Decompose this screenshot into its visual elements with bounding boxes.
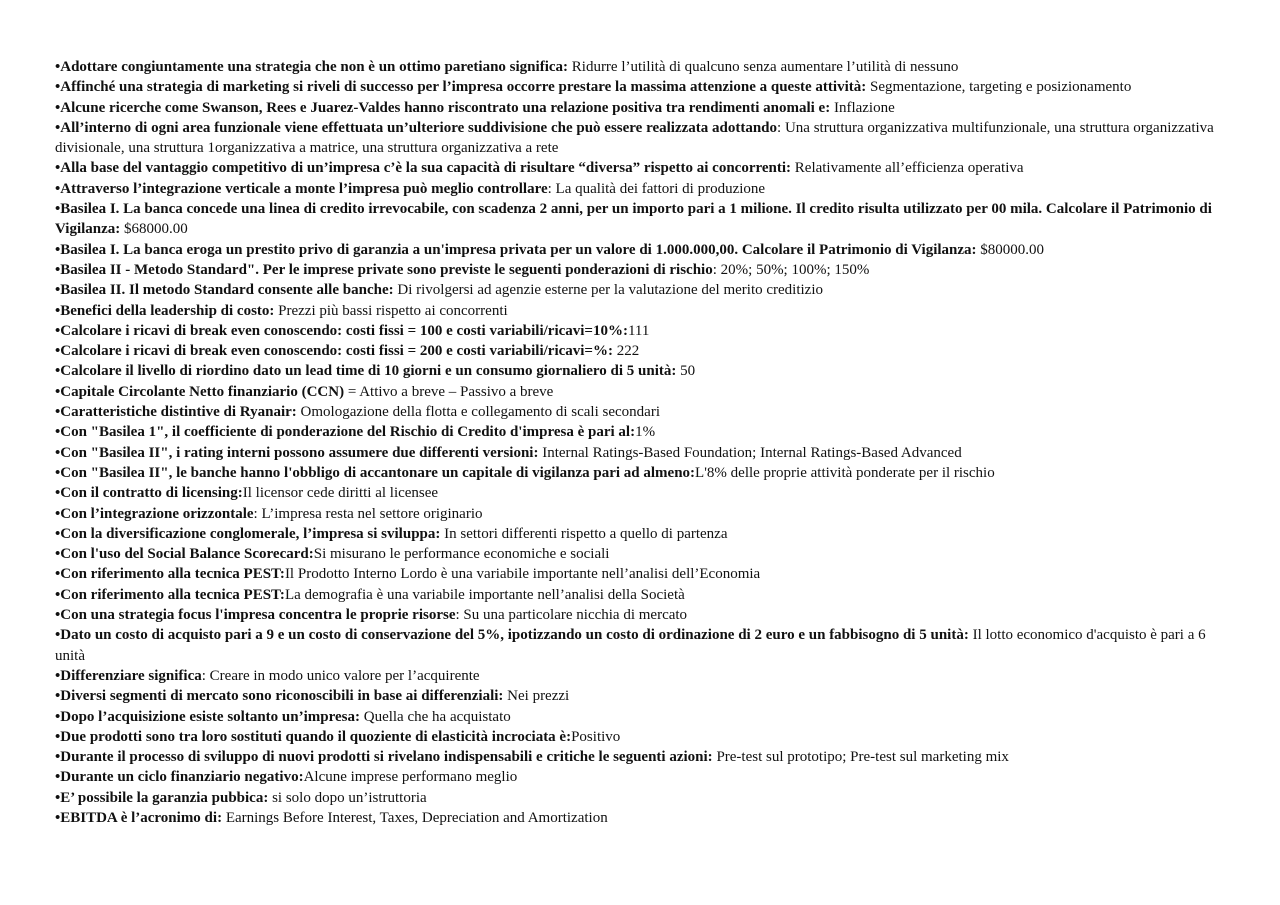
qa-entry bbox=[55, 544, 1215, 564]
question-text: •Con l’integrazione orizzontale bbox=[55, 505, 254, 522]
answer-text: : Creare in modo unico valore per l’acquirente bbox=[201, 667, 480, 684]
answer-text: Prezzi più bassi rispetto ai concorrenti bbox=[274, 302, 508, 319]
question-text: •Benefici della leadership di costo: bbox=[55, 302, 275, 319]
document-page bbox=[55, 57, 1215, 828]
answer-text: Il licensor cede diritti al licensee bbox=[242, 485, 439, 502]
qa-entry bbox=[55, 341, 1215, 361]
qa-entry bbox=[55, 524, 1215, 544]
qa-entry bbox=[55, 301, 1215, 321]
qa-entry bbox=[55, 77, 1215, 97]
question-text: •Basilea I. La banca eroga un prestito privo di garanzia a un'impresa privata per un valore di 1.000.000,00. Calcolare il Patrimonio di Vigilanza: bbox=[55, 241, 977, 258]
question-text: •Basilea I. La banca concede una linea di credito irrevocabile, con scadenza 2 anni, per un importo pari a 1 milione. Il credito risulta utilizzato per 00 mila. Calcolare il Patrimonio di Vigilanza: bbox=[55, 201, 1212, 238]
question-text: •Durante un ciclo finanziario negativo: bbox=[55, 769, 304, 786]
question-text: •Differenziare significa bbox=[55, 667, 202, 684]
question-text: •Con il contratto di licensing: bbox=[55, 485, 243, 502]
answer-text: Earnings Before Interest, Taxes, Depreciation and Amortization bbox=[222, 809, 608, 826]
qa-entry bbox=[55, 564, 1215, 584]
qa-entry bbox=[55, 98, 1215, 118]
question-text: •Con riferimento alla tecnica PEST: bbox=[55, 586, 285, 603]
question-text: •Con l'uso del Social Balance Scorecard: bbox=[55, 546, 314, 563]
answer-text: 50 bbox=[676, 363, 696, 380]
qa-entry bbox=[55, 504, 1215, 524]
question-text: •Con la diversificazione conglomerale, l’impresa si sviluppa: bbox=[55, 525, 441, 542]
question-text: •EBITDA è l’acronimo di: bbox=[55, 809, 223, 826]
question-text: •Basilea II - Metodo Standard". Per le imprese private sono previste le seguenti ponderazioni di rischio bbox=[55, 261, 713, 278]
qa-entry bbox=[55, 727, 1215, 747]
answer-text: : L’impresa resta nel settore originario bbox=[253, 505, 483, 522]
qa-entry bbox=[55, 443, 1215, 463]
answer-text: : Una struttura organizzativa multifunzionale, una struttura organizzativa divisionale, una struttura 1organizzativa a matrice, una struttura organizzativa a rete bbox=[55, 119, 1214, 157]
qa-entry bbox=[55, 199, 1215, 240]
question-text: •E’ possibile la garanzia pubbica: bbox=[55, 789, 269, 806]
answer-text: Inflazione bbox=[830, 99, 895, 116]
answer-text: Relativamente all’efficienza operativa bbox=[791, 160, 1024, 177]
qa-entry bbox=[55, 422, 1215, 442]
answer-text: In settori differenti rispetto a quello di partenza bbox=[440, 525, 728, 542]
qa-entry bbox=[55, 179, 1215, 199]
question-text: •Alcune ricerche come Swanson, Rees e Juarez-Valdes hanno riscontrato una relazione positiva tra rendimenti anomali e: bbox=[55, 99, 831, 116]
answer-text: si solo dopo un’istruttoria bbox=[268, 789, 427, 806]
answer-text: 111 bbox=[627, 322, 650, 339]
question-text: •Attraverso l’integrazione verticale a monte l’impresa può meglio controllare bbox=[55, 180, 548, 197]
answer-text: Nei prezzi bbox=[503, 688, 570, 705]
question-text: •Con una strategia focus l'impresa concentra le proprie risorse bbox=[55, 607, 456, 624]
qa-entry bbox=[55, 321, 1215, 341]
qa-entry bbox=[55, 260, 1215, 280]
answer-text: La demografia è una variabile importante nell’analisi della Società bbox=[284, 586, 685, 603]
question-text: •Basilea II. Il metodo Standard consente alle banche: bbox=[55, 282, 394, 299]
question-text: •Calcolare i ricavi di break even conoscendo: costi fissi = 100 e costi variabili/ricavi=10%: bbox=[55, 322, 628, 339]
answer-text: $68000.00 bbox=[120, 221, 188, 238]
question-text: •Caratteristiche distintive di Ryanair: bbox=[55, 404, 297, 421]
qa-entry bbox=[55, 666, 1215, 686]
qa-entry bbox=[55, 747, 1215, 767]
answer-text: Quella che ha acquistato bbox=[359, 708, 511, 725]
answer-text: Il Prodotto Interno Lordo è una variabile importante nell’analisi dell’Economia bbox=[284, 566, 761, 583]
qa-entry bbox=[55, 402, 1215, 422]
answer-text: = Attivo a breve – Passivo a breve bbox=[344, 383, 554, 400]
qa-entry bbox=[55, 767, 1215, 787]
question-text: •Con "Basilea 1", il coefficiente di ponderazione del Rischio di Credito d'impresa è pari al: bbox=[55, 424, 636, 441]
qa-entry bbox=[55, 605, 1215, 625]
qa-entry bbox=[55, 240, 1215, 260]
qa-entry bbox=[55, 382, 1215, 402]
qa-entry bbox=[55, 483, 1215, 503]
qa-entry bbox=[55, 808, 1215, 828]
question-text: •Due prodotti sono tra loro sostituti quando il quoziente di elasticità incrociata è: bbox=[55, 728, 572, 745]
qa-entry bbox=[55, 707, 1215, 727]
answer-text: Alcune imprese performano meglio bbox=[303, 769, 518, 786]
qa-entry bbox=[55, 625, 1215, 666]
qa-entry bbox=[55, 280, 1215, 300]
answer-text: Pre-test sul prototipo; Pre-test sul marketing mix bbox=[712, 749, 1009, 766]
question-text: •Con "Basilea II", le banche hanno l'obbligo di accantonare un capitale di vigilanza pari ad almeno: bbox=[55, 464, 696, 481]
answer-text: : 20%; 50%; 100%; 150% bbox=[712, 261, 870, 278]
qa-entry bbox=[55, 585, 1215, 605]
question-text: •Con "Basilea II", i rating interni possono assumere due differenti versioni: bbox=[55, 444, 539, 461]
question-text: •Adottare congiuntamente una strategia che non è un ottimo paretiano significa: bbox=[55, 59, 569, 75]
answer-text: Ridurre l’utilità di qualcuno senza aumentare l’utilità di nessuno bbox=[568, 59, 959, 75]
question-text: •Con riferimento alla tecnica PEST: bbox=[55, 566, 285, 583]
qa-entry bbox=[55, 788, 1215, 808]
answer-text: : La qualità dei fattori di produzione bbox=[547, 180, 766, 197]
answer-text: Internal Ratings-Based Foundation; Internal Ratings-Based Advanced bbox=[538, 444, 962, 461]
answer-text: : Su una particolare nicchia di mercato bbox=[455, 607, 688, 624]
question-text: •Dopo l’acquisizione esiste soltanto un’impresa: bbox=[55, 708, 360, 725]
answer-text: 222 bbox=[612, 343, 640, 360]
question-text: •Dato un costo di acquisto pari a 9 e un costo di conservazione del 5%, ipotizzando un costo di ordinazione di 2 euro e un fabbisogno di 5 unità: bbox=[55, 627, 969, 644]
qa-entry bbox=[55, 118, 1215, 159]
question-text: •Alla base del vantaggio competitivo di un’impresa c’è la sua capacità di risultare “diversa” rispetto ai concorrenti: bbox=[55, 160, 792, 177]
answer-text: Positivo bbox=[571, 728, 621, 745]
question-text: •Durante il processo di sviluppo di nuovi prodotti si rivelano indispensabili e critiche le seguenti azioni: bbox=[55, 749, 713, 766]
question-text: •Calcolare i ricavi di break even conoscendo: costi fissi = 200 e costi variabili/ricavi=%: bbox=[55, 343, 613, 360]
answer-text: $80000.00 bbox=[976, 241, 1045, 258]
answer-text: 1% bbox=[635, 424, 656, 441]
qa-entry bbox=[55, 158, 1215, 178]
answer-text: Si misurano le performance economiche e sociali bbox=[313, 546, 610, 563]
qa-entry bbox=[55, 361, 1215, 381]
qa-entry bbox=[55, 463, 1215, 483]
answer-text: L'8% delle proprie attività ponderate per il rischio bbox=[695, 464, 995, 481]
question-text: •Capitale Circolante Netto finanziario (CCN) bbox=[55, 383, 345, 400]
question-text: •Affinché una strategia di marketing si riveli di successo per l’impresa occorre prestare la massima attenzione a queste attività: bbox=[55, 79, 867, 96]
question-text: •Diversi segmenti di mercato sono riconoscibili in base ai differenziali: bbox=[55, 688, 504, 705]
qa-entry bbox=[55, 686, 1215, 706]
answer-text: Di rivolgersi ad agenzie esterne per la valutazione del merito creditizio bbox=[393, 282, 824, 299]
answer-text: Segmentazione, targeting e posizionamento bbox=[866, 79, 1132, 96]
qa-entry bbox=[55, 57, 1215, 77]
question-text: •All’interno di ogni area funzionale viene effettuata un’ulteriore suddivisione che può essere realizzata adottando bbox=[55, 119, 778, 136]
answer-text: Il lotto economico d'acquisto è pari a 6 unità bbox=[55, 627, 1206, 664]
question-text: •Calcolare il livello di riordino dato un lead time di 10 giorni e un consumo giornaliero di 5 unità: bbox=[55, 363, 677, 380]
answer-text: Omologazione della flotta e collegamento di scali secondari bbox=[296, 404, 660, 421]
